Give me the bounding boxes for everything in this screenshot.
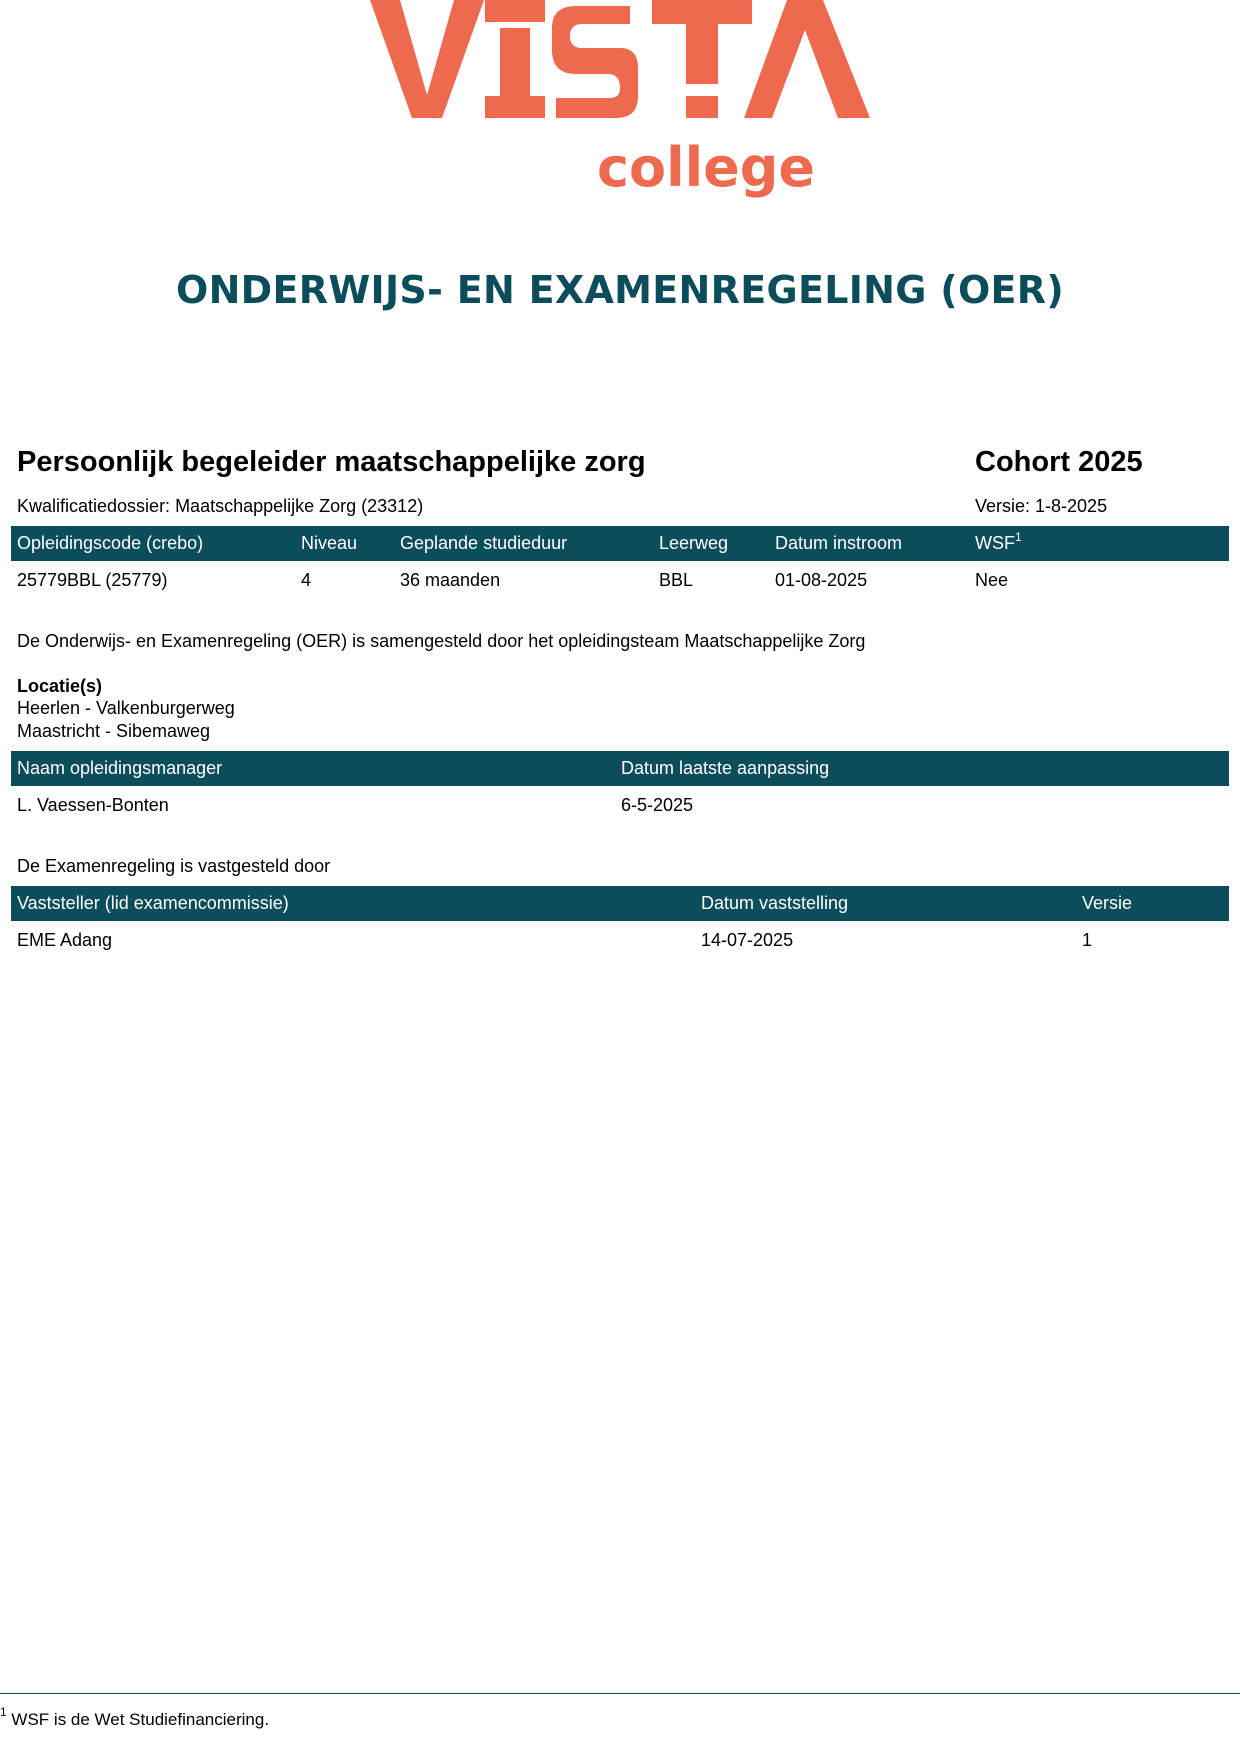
location-item: Heerlen - Valkenburgerweg bbox=[17, 698, 235, 718]
manager-table-header bbox=[11, 751, 1229, 786]
footnote-text: WSF is de Wet Studiefinanciering. bbox=[11, 1710, 270, 1729]
header-datum-vaststelling: Datum vaststelling bbox=[701, 893, 849, 913]
cell-versie: 1 bbox=[1082, 930, 1093, 950]
logo-sub-text: college bbox=[596, 136, 816, 199]
cell-studieduur: 36 maanden bbox=[400, 570, 501, 590]
header-opleidingsmanager: Naam opleidingsmanager bbox=[17, 758, 223, 778]
header-wsf bbox=[975, 526, 1022, 561]
exam-regulation-text: De Examenregeling is vastgesteld door bbox=[17, 856, 331, 876]
footnote-number: 1 bbox=[0, 1705, 7, 1719]
cell-opleidingscode: 25779BBL (25779) bbox=[17, 570, 168, 590]
header-leerweg: Leerweg bbox=[659, 533, 729, 553]
header-versie: Versie bbox=[1082, 893, 1133, 913]
cell-opleidingsmanager: L. Vaessen-Bonten bbox=[17, 795, 169, 815]
footnote-divider bbox=[0, 1693, 1240, 1694]
approval-table-header bbox=[11, 886, 1229, 921]
cell-datum-instroom: 01-08-2025 bbox=[775, 570, 868, 590]
version-label: Versie: 1-8-2025 bbox=[975, 496, 1108, 516]
header-opleidingscode: Opleidingscode (crebo) bbox=[17, 533, 204, 553]
document-title: ONDERWIJS- EN EXAMENREGELING (OER) bbox=[175, 268, 1065, 312]
cell-vaststeller: EME Adang bbox=[17, 930, 113, 950]
footnote bbox=[0, 1705, 270, 1730]
cell-wsf: Nee bbox=[975, 570, 1009, 590]
header-studieduur: Geplande studieduur bbox=[400, 533, 568, 553]
header-wsf-label: WSF bbox=[975, 533, 1015, 553]
cell-laatste-aanpassing: 6-5-2025 bbox=[621, 795, 694, 815]
locations-label: Locatie(s) bbox=[17, 676, 103, 696]
table-row bbox=[11, 788, 1229, 823]
programme-name: Persoonlijk begeleider maatschappelijke zorg bbox=[17, 446, 646, 478]
header-vaststeller: Vaststeller (lid examencommissie) bbox=[17, 893, 289, 913]
programme-table-header bbox=[11, 526, 1229, 561]
table-row bbox=[11, 923, 1229, 958]
intro-text: De Onderwijs- en Examenregeling (OER) is samengesteld door het opleidingsteam Maatschappelijke Zorg bbox=[17, 631, 866, 651]
location-item: Maastricht - Sibemaweg bbox=[17, 721, 211, 741]
header-datum-instroom: Datum instroom bbox=[775, 533, 903, 553]
cell-datum-vaststelling: 14-07-2025 bbox=[701, 930, 794, 950]
header-laatste-aanpassing: Datum laatste aanpassing bbox=[621, 758, 830, 778]
cohort-label: Cohort 2025 bbox=[975, 446, 1143, 478]
cell-niveau: 4 bbox=[301, 570, 312, 590]
qualification-dossier: Kwalificatiedossier: Maatschappelijke Zorg (23312) bbox=[17, 496, 424, 516]
header-niveau: Niveau bbox=[301, 533, 358, 553]
cell-leerweg: BBL bbox=[659, 570, 694, 590]
table-row bbox=[11, 563, 1229, 598]
footnote-ref: 1 bbox=[1015, 530, 1022, 544]
vista-college-logo bbox=[370, 0, 870, 210]
